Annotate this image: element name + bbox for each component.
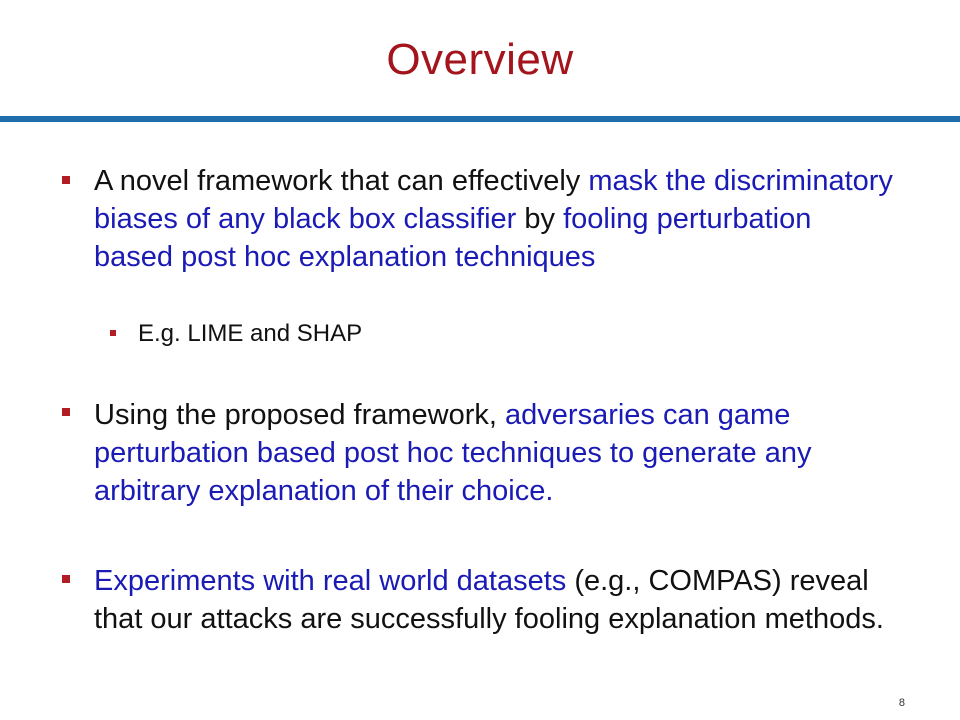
bullet-marker-icon [62, 408, 70, 416]
bullet-3-highlight: Experiments with real world datasets [94, 565, 567, 597]
bullet-marker-icon [62, 176, 70, 184]
bullet-1-text: A novel framework that can effectively [94, 165, 589, 197]
bullet-1 [94, 162, 894, 276]
bullet-2 [94, 396, 894, 510]
bullet-1-highlight-b: fooling perturbation based post hoc explanation techniques [94, 203, 812, 273]
bullet-2-text: Using the proposed framework, [94, 399, 506, 431]
bullet-3-text: (e.g., COMPAS) reveal that our attacks are successfully fooling explanation methods. [94, 565, 884, 635]
bullet-3 [94, 562, 894, 638]
title-divider [0, 116, 960, 122]
bullet-1-text-b: by [516, 203, 564, 235]
page-number: 8 [898, 697, 905, 709]
bullet-2-highlight: adversaries can game perturbation based post hoc techniques to generate any arbitrary explanation of their choice. [94, 399, 812, 507]
slide-title: Overview [386, 35, 574, 84]
sub-bullet-marker-icon [110, 330, 116, 336]
bullet-1-highlight-a: mask the discriminatory biases of any black box classifier [94, 165, 893, 235]
sub-bullet-1: E.g. LIME and SHAP [138, 320, 363, 347]
bullet-marker-icon [62, 575, 70, 583]
